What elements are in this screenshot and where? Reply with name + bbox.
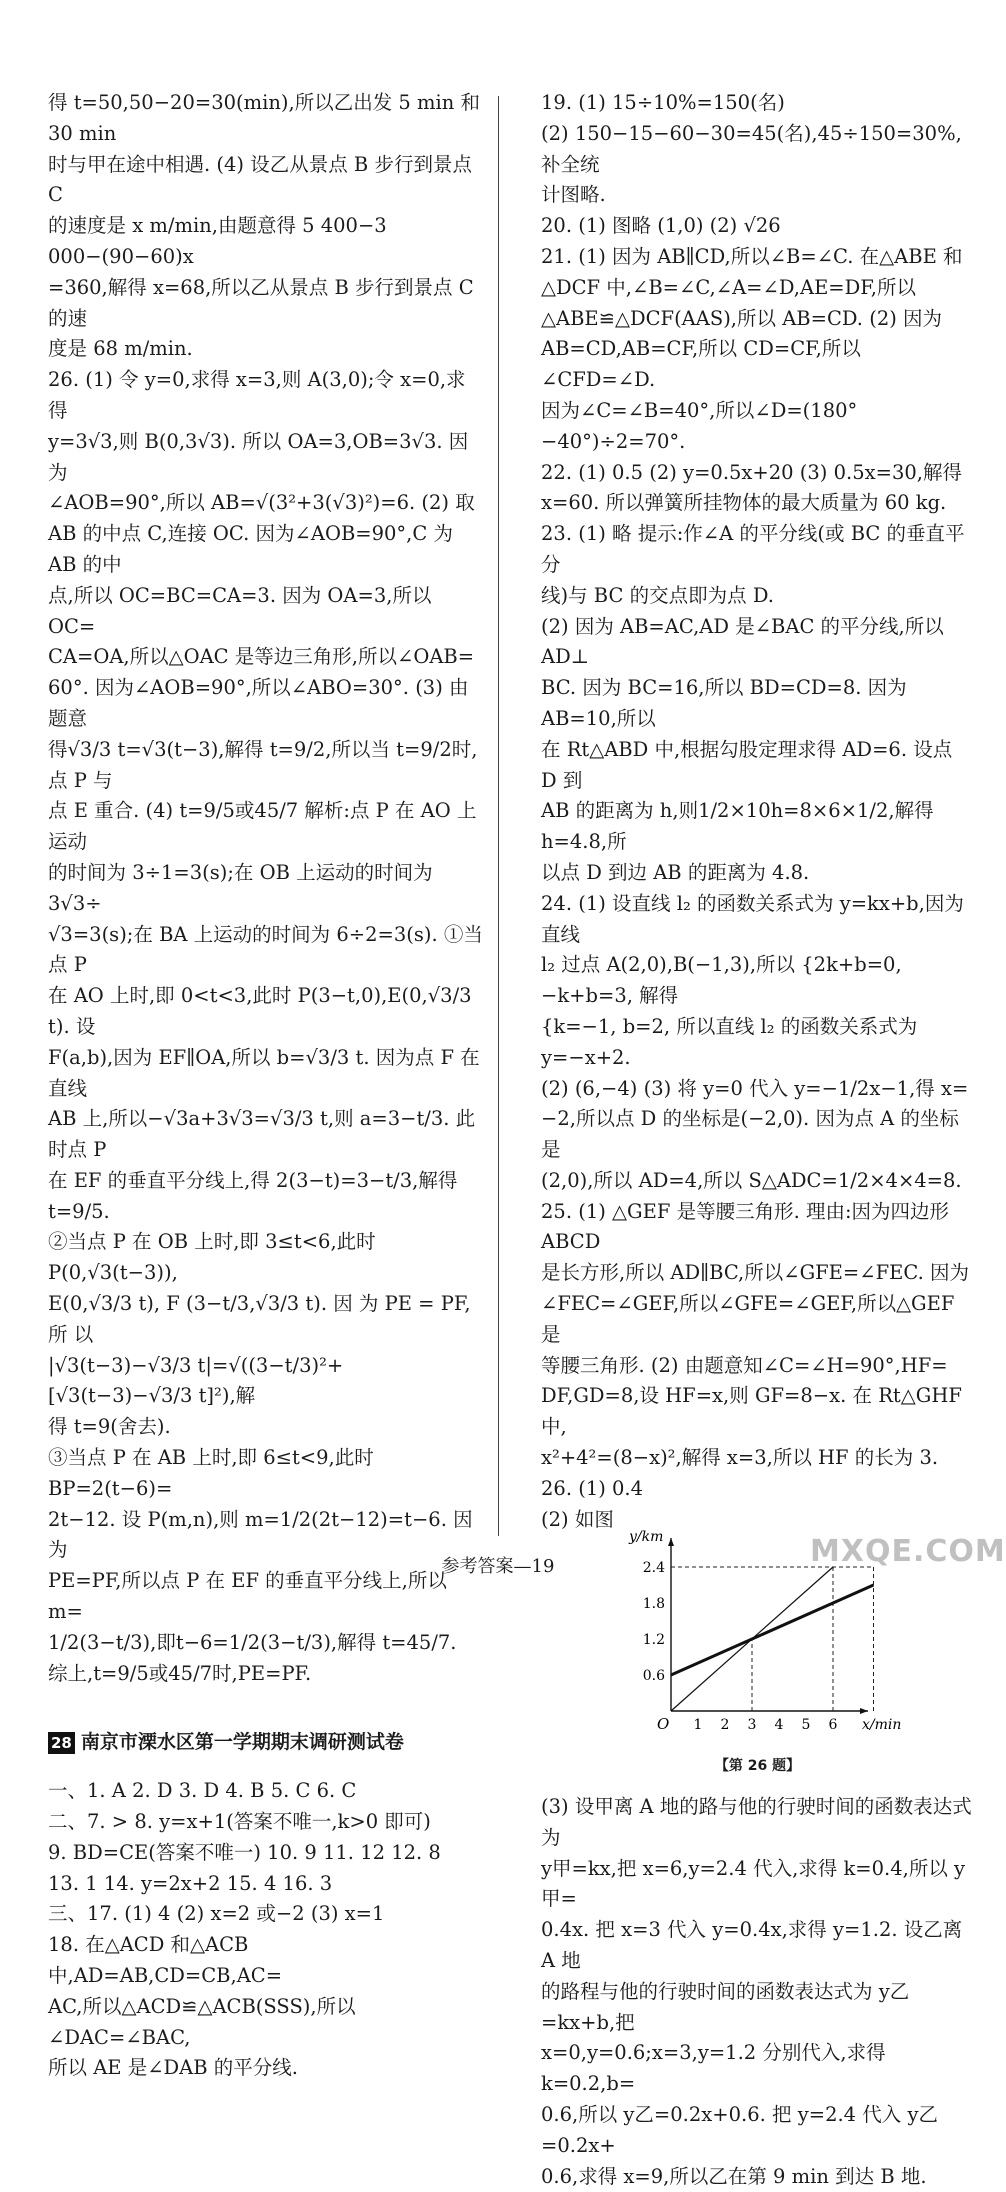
right-text-line: −2,所以点 D 的坐标是(−2,0). 因为点 A 的坐标是 <box>541 1107 959 1162</box>
left-text-line: AB 的中点 C,连接 OC. 因为∠AOB=90°,C 为 AB 的中 <box>48 522 453 576</box>
right-text-line: (2) 150−15−60−30=45(名),45÷150=30%,补全统 <box>541 121 962 176</box>
y-axis-arrow <box>668 1538 674 1546</box>
right-text-line: △DCF 中,∠B=∠C,∠A=∠D,AE=DF,所以 <box>541 275 916 299</box>
right-text-line: 是长方形,所以 AD∥BC,所以∠GFE=∠FEC. 因为 <box>541 1261 969 1285</box>
right-text-line: 在 Rt△ABD 中,根据勾股定理求得 AD=6. 设点 D 到 <box>541 737 953 792</box>
right-text-after-line: y甲=kx,把 x=6,y=2.4 代入,求得 k=0.4,所以 y甲= <box>541 1856 966 1911</box>
right-text-line: 等腰三角形. (2) 由题意知∠C=∠H=90°,HF= <box>541 1353 948 1377</box>
left-text-line: 综上,t=9/5或45/7时,PE=PF. <box>48 1661 312 1685</box>
right-text-line: 26. (1) 0.4 <box>541 1476 644 1500</box>
section-title: 南京市溧水区第一学期期末调研测试卷 <box>80 1731 404 1754</box>
right-text-after-line: (3) 设甲离 A 地的路与他的行驶时间的函数表达式为 <box>541 1795 972 1849</box>
y-tick-label: 2.4 <box>642 1560 665 1577</box>
answer-line: AC,所以△ACD≌△ACB(SSS),所以∠DAC=∠BAC, <box>48 1994 356 2049</box>
right-text-line: l₂ 过点 A(2,0),B(−1,3),所以 {2k+b=0, −k+b=3, 解得 <box>541 953 902 1008</box>
left-text-line: 点,所以 OC=BC=CA=3. 因为 OA=3,所以 OC= <box>48 583 432 638</box>
right-text-line: {k=−1, b=2, 所以直线 l₂ 的函数关系式为 y=−x+2. <box>541 1014 918 1069</box>
left-text-line: 得 t=9(舍去). <box>48 1415 171 1439</box>
left-text-line: =360,解得 x=68,所以乙从景点 B 步行到景点 C 的速 <box>48 275 474 330</box>
left-text-line: 2t−12. 设 P(m,n),则 m=1/2(2t−12)=t−6. 因为 <box>48 1507 473 1562</box>
right-text-line: 19. (1) 15÷10%=150(名) <box>541 91 785 114</box>
left-text-line: 26. (1) 令 y=0,求得 x=3,则 A(3,0);令 x=0,求得 <box>48 368 466 422</box>
left-text-line: 得√3/3 t=√3(t−3),解得 t=9/2,所以当 t=9/2时,点 P 与 <box>48 737 478 792</box>
left-text-line: 1/2(3−t/3),即t−6=1/2(3−t/3),解得 t=45/7. <box>48 1630 457 1654</box>
answer-line: 13. 1 14. y=2x+2 15. 4 16. 3 <box>48 1871 333 1895</box>
right-column <box>541 88 974 2192</box>
series-line <box>671 1585 874 1675</box>
x-tick-label: 6 <box>828 1717 838 1734</box>
right-text-after-line: 0.6,所以 y乙=0.2x+0.6. 把 y=2.4 代入 y乙=0.2x+ <box>541 2103 938 2157</box>
section-heading <box>48 1727 483 1758</box>
left-text-line: ③当点 P 在 AB 上时,即 6≤t<9,此时 BP=2(t−6)= <box>48 1446 374 1500</box>
left-text-line: E(0,√3/3 t), F (3−t/3,√3/3 t). 因 为 PE = PF, 所 以 <box>48 1292 471 1346</box>
left-text-line: t=9/5. <box>48 1199 110 1223</box>
right-text-line: 23. (1) 略 提示:作∠A 的平分线(或 BC 的垂直平分 <box>541 522 965 576</box>
answer-list <box>48 1776 483 2084</box>
column-divider <box>498 96 499 1536</box>
page-footer: 参考答案—19 <box>441 1556 555 1577</box>
answer-line: 所以 AE 是∠DAB 的平分线. <box>48 2056 298 2080</box>
right-text-line: 线)与 BC 的交点即为点 D. <box>541 583 774 607</box>
left-text-line: CA=OA,所以△OAC 是等边三角形,所以∠OAB= <box>48 645 475 669</box>
right-text-line: 计图略. <box>541 183 606 207</box>
right-text-line: DF,GD=8,设 HF=x,则 GF=8−x. 在 Rt△GHF 中, <box>541 1384 962 1439</box>
x-axis-label: x/min <box>862 1717 902 1734</box>
right-text-line: 20. (1) 图略 (1,0) (2) √26 <box>541 214 781 238</box>
right-text-after-line: 的路程与他的行驶时间的函数表达式为 y乙=kx+b,把 <box>541 1979 910 2034</box>
chart-caption: 【第 26 题】 <box>714 1758 801 1775</box>
right-text-line: (2) 如图 <box>541 1507 614 1531</box>
right-text-line: ∠FEC=∠GEF,所以∠GFE=∠GEF,所以△GEF 是 <box>541 1292 955 1346</box>
right-text-line: (2) (6,−4) (3) 将 y=0 代入 y=−1/2x−1,得 x= <box>541 1076 969 1100</box>
left-text-line: 时与甲在途中相遇. (4) 设乙从景点 B 步行到景点 C <box>48 152 472 207</box>
y-tick-label: 1.2 <box>642 1632 665 1649</box>
x-tick-label: 5 <box>801 1717 811 1734</box>
left-text-line: F(a,b),因为 EF∥OA,所以 b=√3/3 t. 因为点 F 在直线 <box>48 1045 480 1100</box>
right-text-line: 21. (1) 因为 AB∥CD,所以∠B=∠C. 在△ABE 和 <box>541 244 963 268</box>
left-text-line: PE=PF,所以点 P 在 EF 的垂直平分线上,所以 m= <box>48 1569 447 1624</box>
x-tick-label: 2 <box>720 1717 730 1734</box>
left-text-line: 在 AO 上时,即 0<t<3,此时 P(3−t,0),E(0,√3/3 t). 设 <box>48 984 472 1038</box>
watermark-logo: MXQE.COM <box>810 1534 1006 1569</box>
left-text-line: √3=3(s);在 BA 上运动的时间为 6÷2=3(s). ①当点 P <box>48 922 483 977</box>
left-text-line: |√3(t−3)−√3/3 t|=√((3−t/3)²+[√3(t−3)−√3/3 t]²),解 <box>48 1353 344 1408</box>
right-text-line: 以点 D 到边 AB 的距离为 4.8. <box>541 860 810 884</box>
left-text-line: 度是 68 m/min. <box>48 337 193 361</box>
y-tick-label: 0.6 <box>642 1668 665 1685</box>
x-tick-label: 4 <box>774 1717 784 1734</box>
right-text-line: AB 的距离为 h,则1/2×10h=8×6×1/2,解得 h=4.8,所 <box>541 799 934 854</box>
right-text-line: 因为∠C=∠B=40°,所以∠D=(180°−40°)÷2=70°. <box>541 398 858 453</box>
right-text-after-chart <box>541 1792 974 2192</box>
right-text-line: △ABE≌△DCF(AAS),所以 AB=CD. (2) 因为 <box>541 306 943 330</box>
left-column <box>48 88 483 2084</box>
answer-line: 9. BD=CE(答案不唯一) 10. 9 11. 12 12. 8 <box>48 1840 441 1864</box>
left-text-line: 60°. 因为∠AOB=90°,所以∠ABO=30°. (3) 由题意 <box>48 676 469 730</box>
left-text-line: 的时间为 3÷1=3(s);在 OB 上运动的时间为 3√3÷ <box>48 860 433 915</box>
right-text-line: AB=CD,AB=CF,所以 CD=CF,所以∠CFD=∠D. <box>541 337 861 392</box>
x-tick-label: 3 <box>747 1717 757 1734</box>
right-text-line: (2) 因为 AB=AC,AD 是∠BAC 的平分线,所以 AD⊥ <box>541 614 944 669</box>
right-text-line: x=60. 所以弹簧所挂物体的最大质量为 60 kg. <box>541 491 947 515</box>
right-text-line: BC. 因为 BC=16,所以 BD=CD=8. 因为 AB=10,所以 <box>541 676 907 730</box>
left-text-line: 得 t=50,50−20=30(min),所以乙出发 5 min 和 30 min <box>48 91 480 145</box>
answer-line: 三、17. (1) 4 (2) x=2 或−2 (3) x=1 <box>48 1902 385 1926</box>
right-text-after-line: 0.6,求得 x=9,所以乙在第 9 min 到达 B 地. <box>541 2164 927 2188</box>
right-text-block <box>541 88 974 1535</box>
left-text-line: ∠AOB=90°,所以 AB=√(3²+3(√3)²)=6. (2) 取 <box>48 491 475 515</box>
answer-line: 一、1. A 2. D 3. D 4. B 5. C 6. C <box>48 1779 357 1803</box>
left-text-line: 的速度是 x m/min,由题意得 5 400−3 000−(90−60)x <box>48 214 387 268</box>
origin-label: O <box>657 1715 670 1734</box>
left-text-line: y=3√3,则 B(0,3√3). 所以 OA=3,OB=3√3. 因为 <box>48 429 469 484</box>
answer-line: 18. 在△ACD 和△ACB 中,AD=AB,CD=CB,AC= <box>48 1933 283 1988</box>
left-text-line: AB 上,所以−√3a+3√3=√3/3 t,则 a=3−t/3. 此时点 P <box>48 1107 476 1162</box>
left-text-block <box>48 88 483 1689</box>
x-tick-label: 1 <box>693 1717 703 1734</box>
left-text-line: 在 EF 的垂直平分线上,得 2(3−t)=3−t/3,解得 <box>48 1168 458 1192</box>
right-text-after-line: x=0,y=0.6;x=3,y=1.2 分别代入,求得 k=0.2,b= <box>541 2041 886 2096</box>
x-axis-arrow <box>860 1708 868 1714</box>
y-tick-label: 1.8 <box>642 1596 665 1613</box>
right-text-line: 22. (1) 0.5 (2) y=0.5x+20 (3) 0.5x=30,解得 <box>541 460 962 484</box>
left-text-line: ②当点 P 在 OB 上时,即 3≤t<6,此时 P(0,√3(t−3)), <box>48 1230 376 1285</box>
right-text-line: 24. (1) 设直线 l₂ 的函数关系式为 y=kx+b,因为直线 <box>541 891 964 946</box>
right-text-line: (2,0),所以 AD=4,所以 S△ADC=1/2×4×4=8. <box>541 1168 962 1192</box>
right-text-after-line: 0.4x. 把 x=3 代入 y=0.4x,求得 y=1.2. 设乙离 A 地 <box>541 1918 963 1973</box>
right-text-line: x²+4²=(8−x)²,解得 x=3,所以 HF 的长为 3. <box>541 1446 939 1470</box>
left-text-line: 点 E 重合. (4) t=9/5或45/7 解析:点 P 在 AO 上运动 <box>48 799 477 854</box>
y-axis-label: y/km <box>629 1529 664 1546</box>
section-number-badge: 28 <box>48 1732 75 1754</box>
answer-line: 二、7. > 8. y=x+1(答案不唯一,k>0 即可) <box>48 1810 431 1834</box>
right-text-line: 25. (1) △GEF 是等腰三角形. 理由:因为四边形 ABCD <box>541 1199 950 1254</box>
